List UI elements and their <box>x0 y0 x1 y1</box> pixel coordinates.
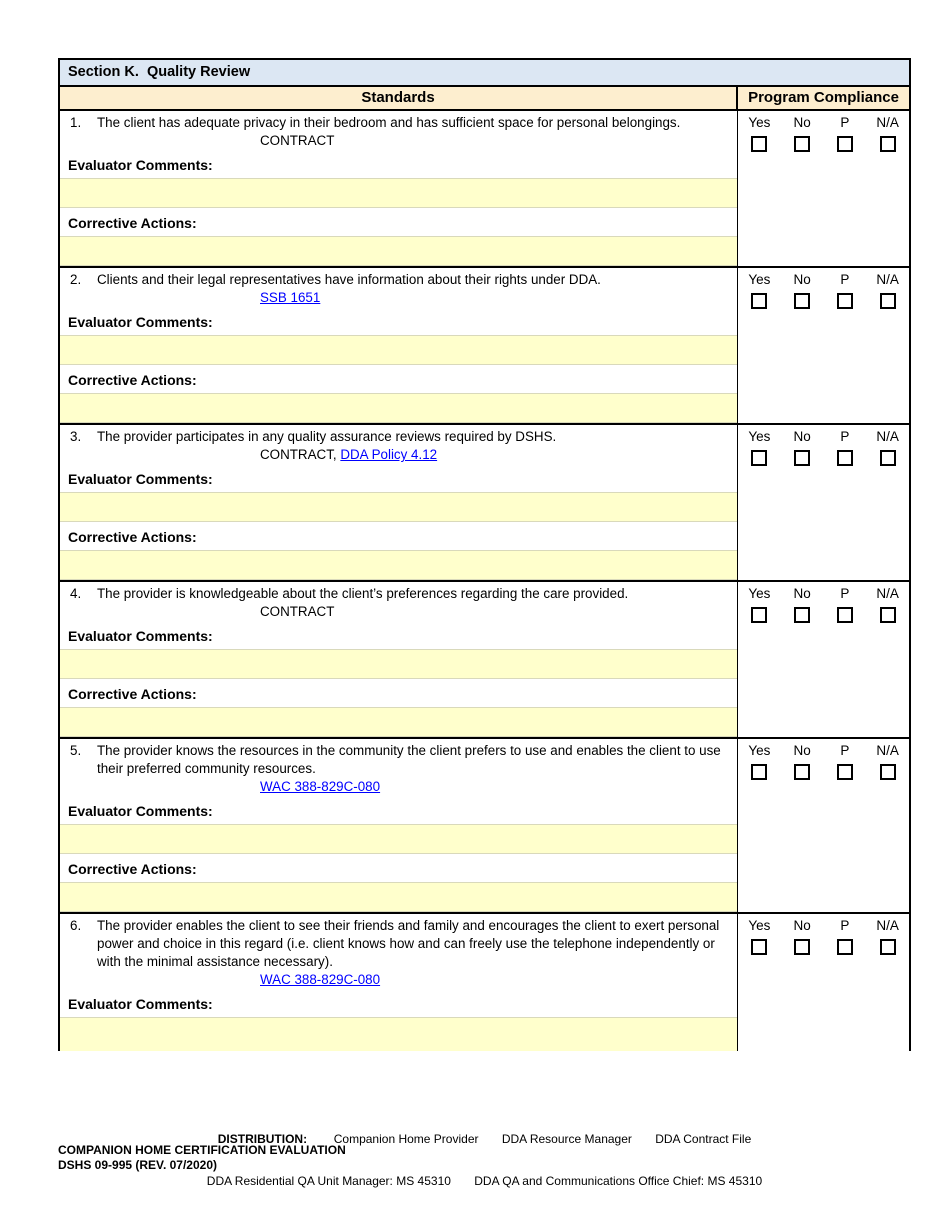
standard-text-row <box>60 582 737 603</box>
checkbox-na[interactable] <box>880 939 896 955</box>
corrective-actions-input[interactable] <box>60 707 737 737</box>
checkbox-yes[interactable] <box>751 450 767 466</box>
section-k-quality-review-table <box>58 58 911 1051</box>
compliance-option-label-p: P <box>840 586 850 601</box>
standard-cell <box>60 582 737 737</box>
compliance-option-labels <box>738 425 909 446</box>
standards-list <box>60 111 909 1051</box>
column-header-row <box>60 87 909 111</box>
compliance-cell <box>737 739 909 912</box>
compliance-option-label-no: No <box>793 272 811 287</box>
compliance-option-label-p: P <box>840 918 850 933</box>
section-header: Section K. Quality Review <box>60 60 909 87</box>
checkbox-p[interactable] <box>837 450 853 466</box>
evaluator-comments-label: Evaluator Comments: <box>68 803 213 819</box>
item-text: The provider participates in any quality assurance reviews required by DSHS. <box>97 429 557 444</box>
distribution-line-2: DDA Residential QA Unit Manager: MS 45310 DDA QA and Communications Office Chief: MS 45310 <box>206 1174 763 1188</box>
compliance-option-labels <box>738 111 909 132</box>
reference-text: CONTRACT <box>260 604 335 619</box>
standard-text-row <box>60 268 737 289</box>
checkbox-p[interactable] <box>837 607 853 623</box>
reference-text: CONTRACT <box>260 133 335 148</box>
corrective-actions-label: Corrective Actions: <box>68 529 197 545</box>
checkbox-no[interactable] <box>794 939 810 955</box>
standard-item-4 <box>60 582 909 739</box>
checkbox-na[interactable] <box>880 293 896 309</box>
checkbox-p[interactable] <box>837 764 853 780</box>
standard-item-2 <box>60 268 909 425</box>
standard-item-5 <box>60 739 909 914</box>
compliance-checkboxes <box>738 607 909 623</box>
reference-row <box>60 603 737 621</box>
reference-row <box>60 289 737 307</box>
standard-cell <box>60 914 737 1051</box>
distribution-label: DISTRIBUTION: <box>217 1132 308 1146</box>
corrective-actions-input[interactable] <box>60 393 737 423</box>
item-text: Clients and their legal representatives have information about their rights under DDA. <box>97 272 601 287</box>
checkbox-yes[interactable] <box>751 293 767 309</box>
compliance-option-labels <box>738 914 909 935</box>
compliance-option-label-no: No <box>793 918 811 933</box>
checkbox-na[interactable] <box>880 136 896 152</box>
item-text: The provider enables the client to see their friends and family and encourages the client to exert personal power and choice in this regard (i.e. client knows how and can freely use the telephone independently or with the minimal assistance necessary). <box>97 918 720 969</box>
checkbox-no[interactable] <box>794 607 810 623</box>
compliance-option-label-yes: Yes <box>748 586 771 601</box>
compliance-checkboxes <box>738 764 909 780</box>
compliance-option-label-p: P <box>840 272 850 287</box>
item-text: The provider is knowledgeable about the client’s preferences regarding the care provided. <box>97 586 629 601</box>
evaluator-comments-input[interactable] <box>60 1017 737 1051</box>
form-number: DSHS 09-995 (REV. 07/2020) <box>58 1158 217 1172</box>
standard-cell <box>60 425 737 580</box>
standard-cell <box>60 739 737 912</box>
standard-item-3 <box>60 425 909 582</box>
checkbox-p[interactable] <box>837 293 853 309</box>
compliance-cell <box>737 914 909 1051</box>
compliance-option-label-p: P <box>840 115 850 130</box>
standard-item-1 <box>60 111 909 268</box>
checkbox-yes[interactable] <box>751 939 767 955</box>
compliance-cell <box>737 582 909 737</box>
corrective-actions-label: Corrective Actions: <box>68 686 197 702</box>
compliance-option-label-na: N/A <box>876 272 899 287</box>
checkbox-p[interactable] <box>837 136 853 152</box>
reference-row <box>60 778 737 796</box>
item-number: 4. <box>70 586 82 601</box>
reference-link[interactable]: SSB 1651 <box>260 290 321 305</box>
standards-column-header: Standards <box>361 89 435 106</box>
evaluator-comments-label: Evaluator Comments: <box>68 628 213 644</box>
reference-link[interactable]: WAC 388-829C-080 <box>260 779 381 794</box>
evaluator-comments-label: Evaluator Comments: <box>68 996 213 1012</box>
standard-cell <box>60 111 737 266</box>
compliance-cell <box>737 268 909 423</box>
compliance-option-label-no: No <box>793 429 811 444</box>
evaluator-comments-label: Evaluator Comments: <box>68 314 213 330</box>
compliance-checkboxes <box>738 450 909 466</box>
compliance-checkboxes <box>738 136 909 152</box>
reference-text: CONTRACT, <box>260 447 341 462</box>
evaluator-comments-input[interactable] <box>60 492 737 522</box>
compliance-option-label-yes: Yes <box>748 272 771 287</box>
evaluator-comments-input[interactable] <box>60 649 737 679</box>
item-number: 3. <box>70 429 82 444</box>
item-text: The provider knows the resources in the community the client prefers to use and enables the client to use their preferred community resources. <box>97 743 721 776</box>
compliance-option-label-na: N/A <box>876 429 899 444</box>
compliance-option-label-na: N/A <box>876 115 899 130</box>
reference-row <box>60 971 737 989</box>
compliance-checkboxes <box>738 939 909 955</box>
distribution-recipients: Companion Home Provider DDA Resource Manager DDA Contract File <box>307 1132 752 1146</box>
reference-link[interactable]: DDA Policy 4.12 <box>340 447 438 462</box>
compliance-option-label-yes: Yes <box>748 918 771 933</box>
compliance-checkboxes <box>738 293 909 309</box>
program-compliance-column-header: Program Compliance <box>736 87 909 109</box>
corrective-actions-input[interactable] <box>60 882 737 912</box>
item-number: 1. <box>70 115 82 130</box>
compliance-option-label-no: No <box>793 586 811 601</box>
corrective-actions-label: Corrective Actions: <box>68 215 197 231</box>
reference-row <box>60 132 737 150</box>
standard-item-6 <box>60 914 909 1051</box>
evaluator-comments-input[interactable] <box>60 178 737 208</box>
compliance-cell <box>737 425 909 580</box>
standard-cell <box>60 268 737 423</box>
checkbox-p[interactable] <box>837 939 853 955</box>
item-number: 5. <box>70 743 82 758</box>
corrective-actions-input[interactable] <box>60 550 737 580</box>
checkbox-no[interactable] <box>794 136 810 152</box>
evaluator-comments-input[interactable] <box>60 335 737 365</box>
standard-text-row <box>60 739 737 778</box>
compliance-option-label-yes: Yes <box>748 115 771 130</box>
reference-row <box>60 446 737 464</box>
corrective-actions-label: Corrective Actions: <box>68 861 197 877</box>
compliance-option-label-yes: Yes <box>748 429 771 444</box>
compliance-option-label-no: No <box>793 115 811 130</box>
evaluator-comments-input[interactable] <box>60 824 737 854</box>
checkbox-na[interactable] <box>880 764 896 780</box>
checkbox-no[interactable] <box>794 764 810 780</box>
compliance-option-label-no: No <box>793 743 811 758</box>
checkbox-yes[interactable] <box>751 607 767 623</box>
compliance-option-label-na: N/A <box>876 743 899 758</box>
compliance-option-label-na: N/A <box>876 918 899 933</box>
evaluator-comments-label: Evaluator Comments: <box>68 471 213 487</box>
compliance-option-labels <box>738 268 909 289</box>
item-number: 6. <box>70 918 82 933</box>
compliance-cell <box>737 111 909 266</box>
corrective-actions-label: Corrective Actions: <box>68 372 197 388</box>
item-number: 2. <box>70 272 82 287</box>
standard-text-row <box>60 425 737 446</box>
checkbox-na[interactable] <box>880 607 896 623</box>
checkbox-yes[interactable] <box>751 764 767 780</box>
compliance-option-label-p: P <box>840 743 850 758</box>
compliance-option-label-yes: Yes <box>748 743 771 758</box>
compliance-option-labels <box>738 582 909 603</box>
form-title: COMPANION HOME CERTIFICATION EVALUATION <box>58 1143 346 1157</box>
compliance-option-label-na: N/A <box>876 586 899 601</box>
checkbox-yes[interactable] <box>751 136 767 152</box>
checkbox-no[interactable] <box>794 450 810 466</box>
form-identification <box>58 1143 346 1173</box>
compliance-option-labels <box>738 739 909 760</box>
standard-text-row <box>60 914 737 971</box>
reference-link[interactable]: WAC 388-829C-080 <box>260 972 381 987</box>
item-text: The client has adequate privacy in their bedroom and has sufficient space for personal belongings. <box>97 115 681 130</box>
evaluator-comments-label: Evaluator Comments: <box>68 157 213 173</box>
checkbox-no[interactable] <box>794 293 810 309</box>
standard-text-row <box>60 111 737 132</box>
corrective-actions-input[interactable] <box>60 236 737 266</box>
compliance-option-label-p: P <box>840 429 850 444</box>
checkbox-na[interactable] <box>880 450 896 466</box>
